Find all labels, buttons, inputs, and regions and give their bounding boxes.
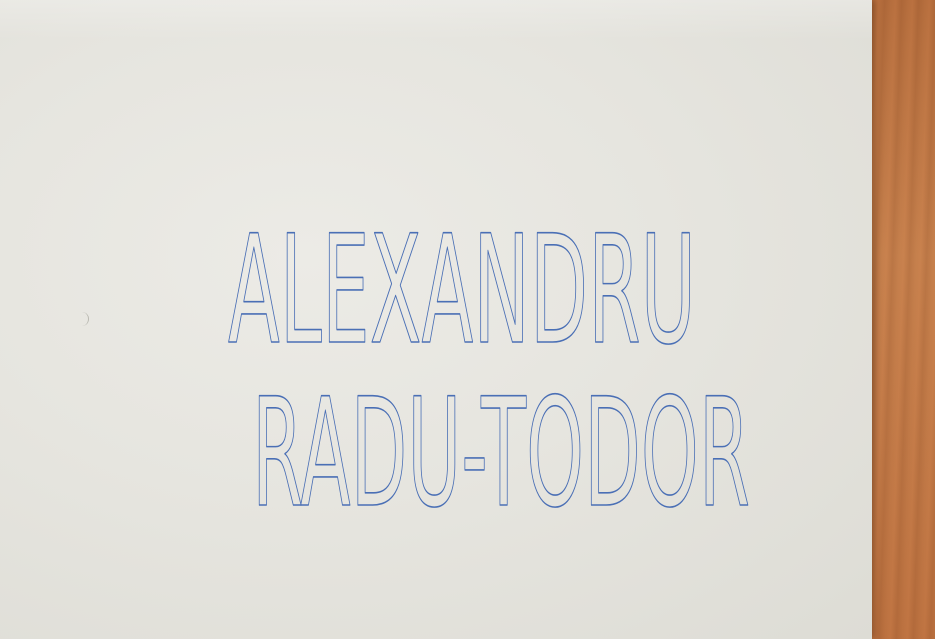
handwritten-last-name: RADU-TODOR xyxy=(252,367,750,541)
handwritten-first-name: ALEXANDRU xyxy=(228,204,696,378)
